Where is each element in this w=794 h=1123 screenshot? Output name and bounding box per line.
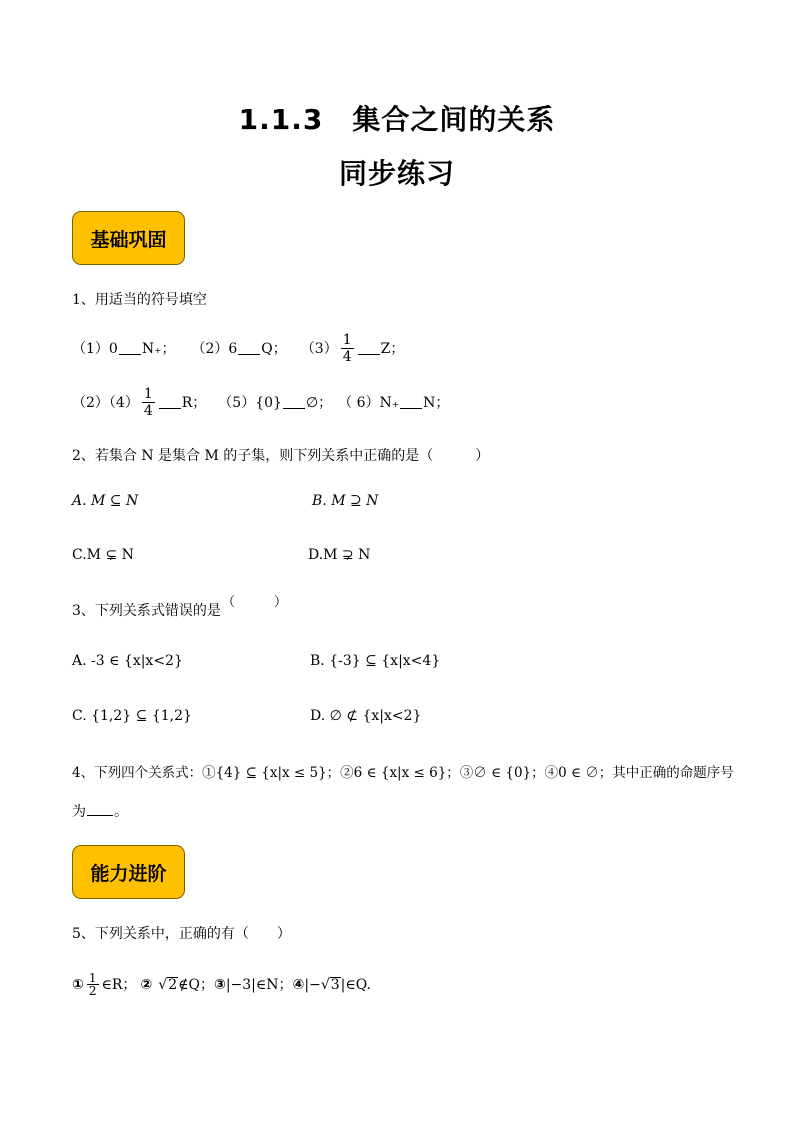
fraction-numerator: 1	[342, 332, 352, 348]
question-1-row-2	[72, 386, 449, 419]
item-marker-2: ②	[140, 976, 153, 993]
q1-item-3: （3）	[300, 340, 338, 357]
question-2-option-d[interactable]: D.M ⊋ N	[308, 547, 371, 563]
answer-blank[interactable]	[87, 804, 113, 816]
q5-item-4-text-start: |−	[304, 976, 321, 993]
q5-item-2-text: ∉Q；	[178, 976, 214, 993]
answer-blank[interactable]	[283, 397, 305, 409]
q1-item-1-tail: N₊；	[141, 340, 176, 357]
question-3-paren: （ ）	[222, 595, 288, 610]
sqrt-radicand: 3	[330, 977, 340, 993]
question-3-option-b[interactable]: B. {-3} ⊆ {x|x<4}	[310, 653, 441, 669]
q1-item-3-tail: Z；	[380, 340, 405, 357]
page-title: 1.1.3 集合之间的关系	[238, 103, 556, 136]
fraction-denominator: 2	[88, 984, 97, 998]
question-5-items	[72, 972, 371, 997]
fraction-one-quarter	[341, 332, 354, 365]
question-4-line-2	[72, 803, 128, 821]
question-3-stem: 3、下列关系式错误的是	[72, 603, 221, 619]
answer-blank[interactable]	[400, 397, 422, 409]
fraction-numerator: 1	[143, 386, 153, 402]
q1-item-5: （5）{0}	[218, 394, 282, 411]
q5-item-1-text: ∈R；	[101, 976, 137, 993]
question-2-option-c[interactable]: C.M ⊊ N	[72, 547, 134, 563]
sqrt-symbol: √	[158, 976, 168, 993]
q1-item-6-tail: N；	[423, 394, 450, 411]
q5-item-4-text-end: |∈Q.	[340, 976, 371, 993]
question-5-stem: 5、下列关系中，正确的有（ ）	[72, 926, 291, 942]
q1-item-1: （1）0	[72, 340, 118, 357]
q1-item-4-tail: R；	[181, 394, 207, 411]
question-1-stem: 1、用适当的符号填空	[72, 292, 207, 308]
question-2-option-a[interactable]: A. M ⊆ N	[72, 493, 139, 509]
page-subtitle: 同步练习	[338, 157, 455, 190]
answer-blank[interactable]	[238, 343, 260, 355]
answer-blank[interactable]	[358, 343, 380, 355]
question-2-stem: 2、若集合 N 是集合 M 的子集，则下列关系中正确的是（ ）	[72, 448, 490, 464]
item-marker-3: ③	[213, 976, 226, 993]
answer-blank[interactable]	[159, 397, 181, 409]
fraction-denominator: 4	[342, 349, 352, 365]
section-label-basic: 基础巩固	[72, 211, 185, 265]
q4-prefix: 为	[72, 804, 86, 820]
q4-suffix: 。	[114, 804, 128, 820]
question-4-line-1: 4、下列四个关系式：①{4} ⊆ {x|x ≤ 5}；②6 ∈ {x|x ≤ 6}；③∅ ∈ {0}；④0 ∈ ∅；其中正确的命题序号	[72, 765, 734, 781]
fraction-one-half	[87, 972, 99, 997]
q1-item-2: （2）6	[191, 340, 238, 357]
section-label-advanced: 能力进阶	[72, 845, 185, 899]
answer-blank[interactable]	[119, 343, 141, 355]
question-1-row-1	[72, 332, 404, 365]
question-2-option-b[interactable]: B. M ⊇ N	[312, 493, 379, 509]
question-3-option-c[interactable]: C. {1,2} ⊆ {1,2}	[72, 708, 192, 724]
q1-item-5-tail: ∅；	[305, 394, 333, 411]
q5-item-3-text: |−3|∈N；	[225, 976, 293, 993]
fraction-one-quarter	[142, 386, 155, 419]
item-marker-1: ①	[72, 976, 84, 993]
q1-item-6: （ 6）N₊	[338, 394, 400, 411]
question-3-option-d[interactable]: D. ∅ ⊄ {x|x<2}	[310, 708, 422, 724]
sqrt-radicand: 2	[168, 977, 178, 993]
fraction-numerator: 1	[88, 971, 97, 985]
fraction-denominator: 4	[143, 403, 153, 419]
q1-item-4: （2）（4）	[72, 394, 139, 411]
sqrt-symbol: √	[320, 976, 330, 993]
question-3-option-a[interactable]: A. -3 ∈ {x|x<2}	[72, 653, 183, 669]
item-marker-4: ④	[292, 976, 305, 993]
q1-item-2-tail: Q；	[261, 340, 287, 357]
